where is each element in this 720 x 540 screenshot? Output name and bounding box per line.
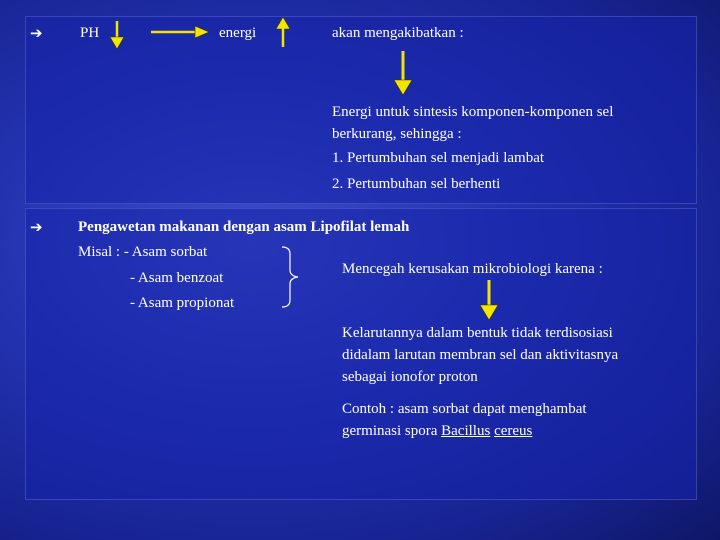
yellow-down-arrow-icon bbox=[394, 50, 412, 96]
effect-label: akan mengakibatkan : bbox=[332, 25, 464, 41]
example-genus: Bacillus bbox=[441, 423, 491, 439]
example-prefix: germinasi spora bbox=[342, 423, 442, 439]
prevent-label: Mencegah kerusakan mikrobiologi karena : bbox=[342, 261, 603, 277]
reason-line: sebagai ionofor proton bbox=[342, 369, 478, 385]
misal-line: Misal : - Asam sorbat bbox=[78, 244, 208, 260]
misal-line: - Asam propionat bbox=[130, 295, 235, 311]
right-arrow-bullet-icon: ➔ bbox=[30, 218, 43, 236]
example-line bbox=[342, 420, 532, 442]
misal-line: - Asam benzoat bbox=[130, 270, 224, 286]
reason-line: Kelarutannya dalam bentuk tidak terdisosiasi bbox=[342, 325, 613, 341]
example-line: Contoh : asam sorbat dapat menghambat bbox=[342, 401, 587, 417]
yellow-down-arrow-icon bbox=[110, 20, 124, 50]
ph-label: PH bbox=[80, 25, 100, 41]
result-line: Energi untuk sintesis komponen-komponen sel bbox=[332, 104, 614, 120]
yellow-up-arrow-icon bbox=[276, 16, 290, 48]
yellow-down-arrow-icon bbox=[480, 279, 498, 321]
result-line: berkurang, sehingga : bbox=[332, 126, 462, 142]
curly-brace-icon bbox=[280, 246, 300, 308]
right-arrow-bullet-icon: ➔ bbox=[30, 24, 43, 42]
section-heading: Pengawetan makanan dengan asam Lipofilat lemah bbox=[78, 219, 410, 235]
result-line: 1. Pertumbuhan sel menjadi lambat bbox=[332, 150, 545, 166]
reason-line: didalam larutan membran sel dan aktivitasnya bbox=[342, 347, 619, 363]
example-species: cereus bbox=[494, 423, 533, 439]
energi-label: energi bbox=[219, 25, 257, 41]
yellow-right-arrow-icon bbox=[150, 26, 210, 38]
result-line: 2. Pertumbuhan sel berhenti bbox=[332, 176, 501, 192]
